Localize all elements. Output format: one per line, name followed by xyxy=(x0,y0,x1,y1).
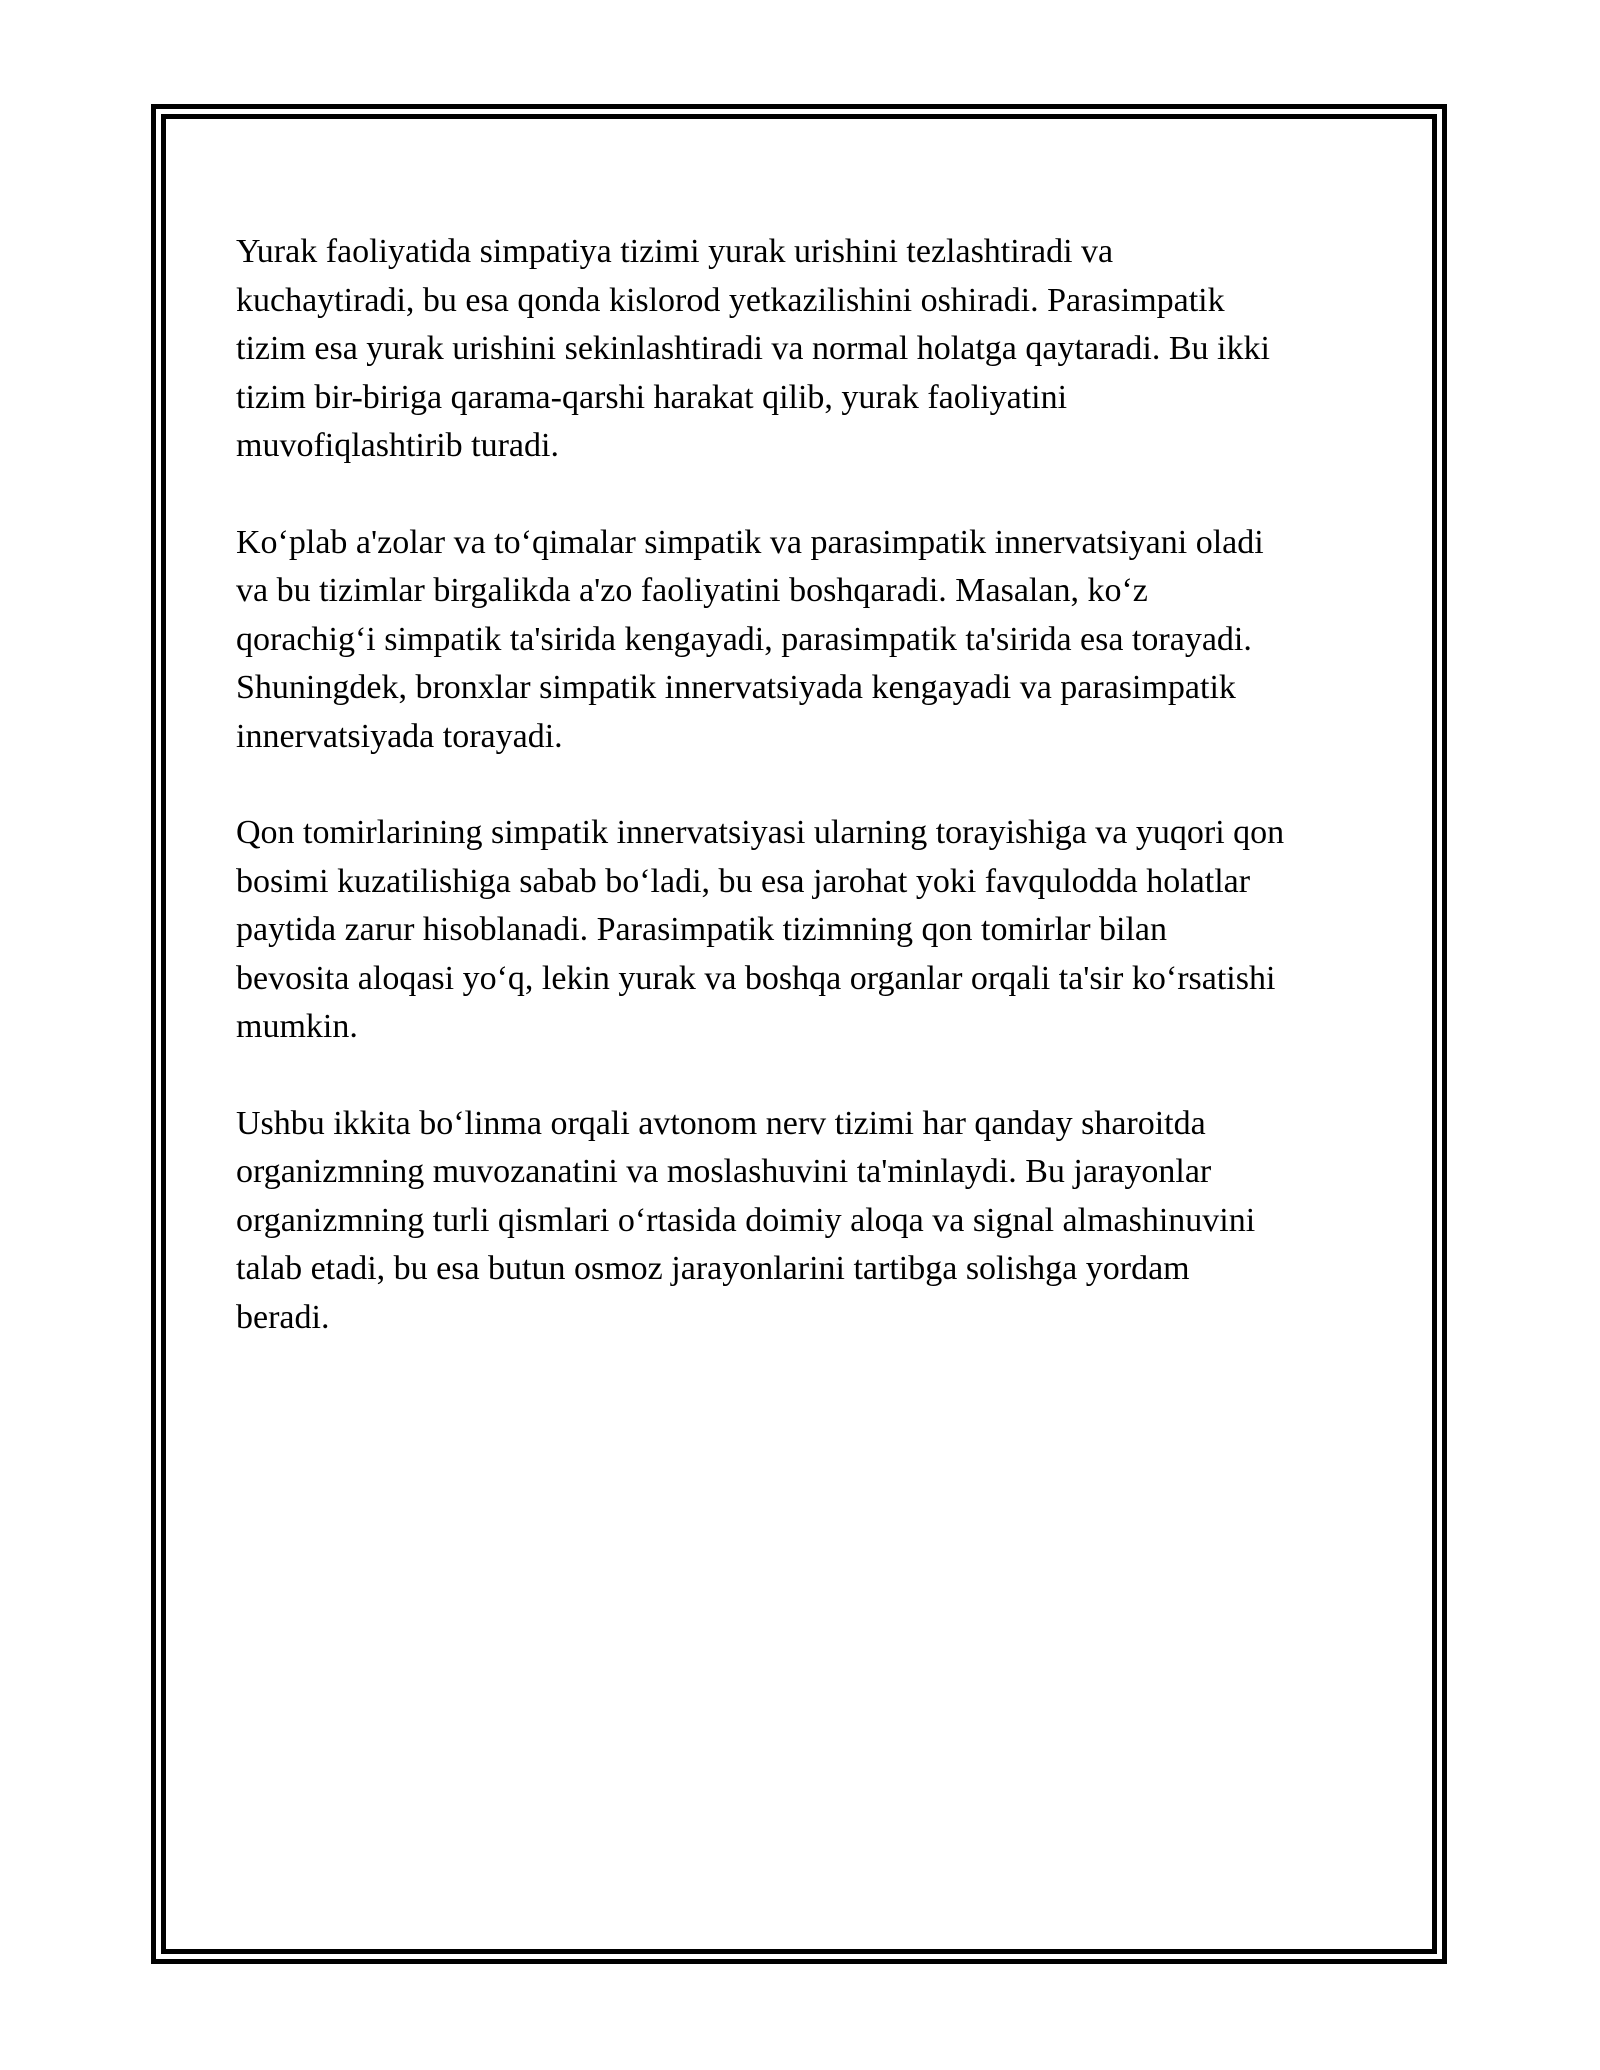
paragraph-autonomic-balance: Ushbu ikkita bo‘linma orqali avtonom nerv tizimi har qanday sharoitda organizmning muvozanatini va moslashuvini ta'minlaydi. Bu jarayonlar organizmning turli qismlari o‘rtasida doimiy aloqa va signal almashinuvini talab etadi, bu esa butun osmoz jarayonlarini tartibga solishga yordam beradi. xyxy=(236,1104,1256,1336)
paragraph-organs-tissues: Ko‘plab a'zolar va to‘qimalar simpatik va parasimpatik innervatsiyani oladi va bu tizimlar birgalikda a'zo faoliyatini boshqaradi. Masalan, ko‘z qorachig‘i simpatik ta'sirida kengayadi, parasimpatik ta'sirida esa torayadi. Shuningdek, bronxlar simpatik innervatsiyada kengayadi va parasimpatik innervatsiyada torayadi. xyxy=(236,523,1264,755)
paragraph-heart-activity: Yurak faoliyatida simpatiya tizimi yurak urishini tezlashtiradi va kuchaytiradi, bu esa qonda kislorod yetkazilishini oshiradi. Parasimpatik tizim esa yurak urishini sekinlashtiradi va normal holatga qaytaradi. Bu ikki tizim bir-biriga qarama-qarshi harakat qilib, yurak faoliyatini muvofiqlashtirib turadi. xyxy=(236,233,1270,464)
paragraph-blood-vessels: Qon tomirlarining simpatik innervatsiyasi ularning torayishiga va yuqori qon bosimi kuzatilishiga sabab bo‘ladi, bu esa jarohat yoki favqulodda holatlar paytida zarur hisoblanadi. Parasimpatik tizimning qon tomirlar bilan bevosita aloqasi yo‘q, lekin yurak va boshqa organlar orqali ta'sir ko‘rsatishi mumkin. xyxy=(236,814,1285,1045)
document-body xyxy=(236,228,1376,1390)
